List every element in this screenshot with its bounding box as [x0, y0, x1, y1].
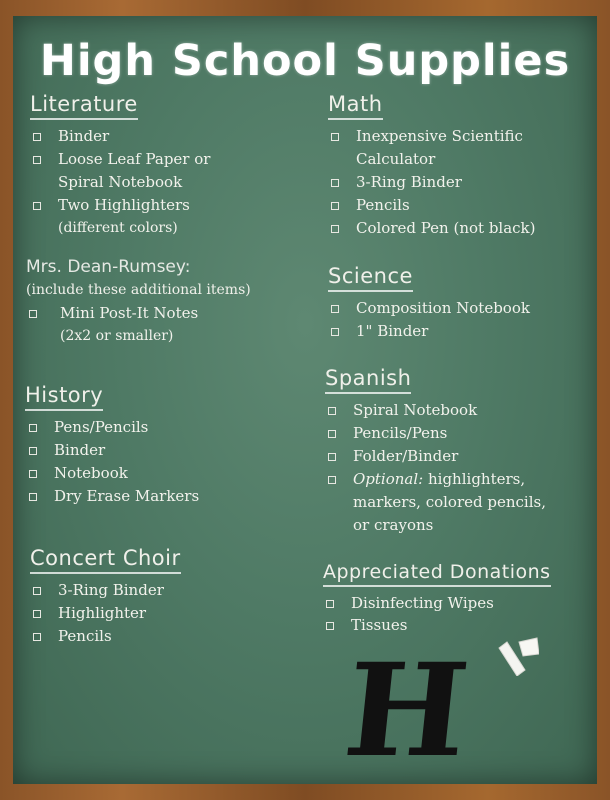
list-item-continuation: markers, colored pencils, — [353, 493, 546, 511]
list-item: Tissues — [323, 614, 494, 636]
list-item: Dry Erase Markers — [26, 485, 199, 508]
donations-heading: Appreciated Donations — [323, 561, 551, 587]
literature-heading: Literature — [30, 92, 138, 120]
teacher-note-instruction: (include these additional items) — [26, 282, 251, 298]
optional-label: Optional: — [353, 470, 424, 488]
list-item: 3-Ring Binder — [30, 579, 164, 602]
list-item: 3-Ring Binder — [328, 171, 536, 194]
list-item-optional — [325, 468, 546, 491]
list-item-continuation: Calculator — [356, 150, 436, 168]
list-item: Highlighter — [30, 602, 164, 625]
spanish-heading: Spanish — [325, 366, 411, 394]
list-item: Binder — [26, 439, 199, 462]
list-item-continuation: or crayons — [353, 516, 434, 534]
list-item: Two Highlighters — [30, 194, 210, 217]
list-item: Disinfecting Wipes — [323, 592, 494, 614]
teacher-note-list — [26, 302, 198, 348]
science-list — [328, 297, 530, 343]
donations-list — [323, 592, 494, 636]
chalk-piece-icon — [497, 636, 539, 676]
teacher-note-name: Mrs. Dean-Rumsey: — [26, 257, 191, 277]
list-item: Loose Leaf Paper or — [30, 148, 210, 171]
list-item: Pencils — [328, 194, 536, 217]
optional-text: highlighters, — [428, 470, 526, 488]
concert-choir-list — [30, 579, 164, 648]
concert-choir-heading: Concert Choir — [30, 546, 181, 574]
literature-list — [30, 125, 210, 240]
list-item: 1" Binder — [328, 320, 530, 343]
list-item: Binder — [30, 125, 210, 148]
list-item: Notebook — [26, 462, 199, 485]
list-item: Composition Notebook — [328, 297, 530, 320]
list-item: Folder/Binder — [325, 445, 546, 468]
list-item: Spiral Notebook — [325, 399, 546, 422]
math-heading: Math — [328, 92, 383, 120]
spanish-list — [325, 399, 546, 537]
list-item-continuation: Spiral Notebook — [58, 173, 183, 191]
school-logo-letter: H — [338, 636, 475, 786]
list-item: Pens/Pencils — [26, 416, 199, 439]
list-item-continuation: (different colors) — [58, 220, 178, 236]
math-list — [328, 125, 536, 240]
list-item: Pencils/Pens — [325, 422, 546, 445]
list-item: Inexpensive Scientific — [328, 125, 536, 148]
list-item: Mini Post-It Notes — [26, 302, 198, 325]
history-heading: History — [25, 383, 103, 411]
science-heading: Science — [328, 264, 413, 292]
list-item: Pencils — [30, 625, 164, 648]
page-title: High School Supplies — [39, 36, 571, 86]
list-item: Colored Pen (not black) — [328, 217, 536, 240]
chalkboard — [13, 16, 597, 784]
history-list — [26, 416, 199, 508]
list-item-continuation: (2x2 or smaller) — [60, 328, 174, 344]
